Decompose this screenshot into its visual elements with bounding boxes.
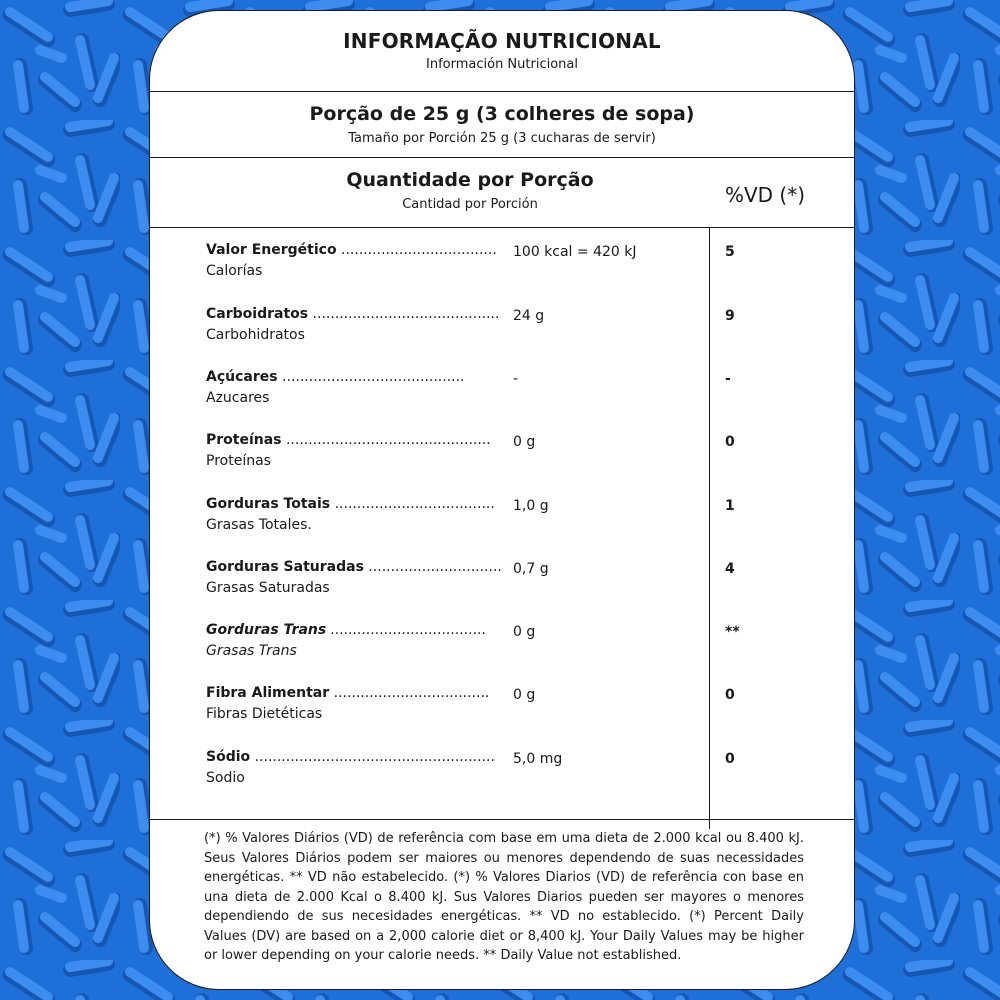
nutrient-row — [206, 432, 826, 482]
nutrition-label-card — [149, 10, 855, 990]
nutrient-translation: Sodio — [206, 770, 245, 786]
nutrient-daily-value: ** — [725, 624, 740, 640]
nutrient-name: Fibra Alimentar — [206, 685, 330, 701]
nutrient-row — [206, 242, 826, 292]
nutrient-translation: Carbohidratos — [206, 327, 305, 343]
nutrient-row — [206, 306, 826, 356]
nutrient-amount: - — [513, 371, 519, 387]
leader-dots: .............................. — [363, 559, 502, 575]
nutrient-row — [206, 559, 826, 609]
divider — [150, 227, 854, 228]
nutrient-daily-value: 5 — [725, 244, 735, 260]
leader-dots: ................................... — [329, 685, 490, 701]
nutrient-row — [206, 496, 826, 546]
nutrient-daily-value: - — [725, 371, 731, 387]
nutrient-daily-value: 4 — [725, 561, 735, 577]
nutrient-amount: 0 g — [513, 687, 536, 703]
nutrient-row — [206, 685, 826, 735]
portion-size: Porção de 25 g (3 colheres de sopa) — [309, 103, 695, 125]
leader-dots: ................................... — [336, 242, 497, 258]
nutrient-daily-value: 0 — [725, 687, 735, 703]
label-title: INFORMAÇÃO NUTRICIONAL — [343, 29, 661, 53]
nutrient-translation: Grasas Totales. — [206, 517, 312, 533]
nutrient-name: Gorduras Totais — [206, 496, 331, 512]
quantity-header-translation: Cantidad por Porción — [402, 197, 538, 212]
nutrient-row — [206, 622, 826, 672]
nutrient-amount: 1,0 g — [513, 498, 549, 514]
nutrient-translation: Calorías — [206, 263, 263, 279]
nutrient-translation: Azucares — [206, 390, 270, 406]
daily-value-header: %VD (*) — [724, 183, 806, 207]
nutrient-name: Carboidratos — [206, 306, 309, 322]
portion-size-translation: Tamaño por Porción 25 g (3 cucharas de servir) — [348, 131, 656, 146]
nutrient-daily-value: 0 — [725, 434, 735, 450]
nutrient-name: Açúcares — [206, 369, 278, 385]
leader-dots: .............................................. — [281, 432, 491, 448]
nutrient-daily-value: 1 — [725, 498, 735, 514]
divider — [150, 91, 854, 92]
label-subtitle: Información Nutricional — [426, 57, 578, 72]
leader-dots: .................................... — [330, 496, 495, 512]
nutrient-daily-value: 0 — [725, 751, 735, 767]
nutrient-amount: 0,7 g — [513, 561, 549, 577]
nutrient-name: Gorduras Saturadas — [206, 559, 364, 575]
nutrient-row — [206, 369, 826, 419]
nutrient-name: Sódio — [206, 749, 251, 765]
nutrient-translation: Grasas Saturadas — [206, 580, 330, 596]
leader-dots: ................................... — [326, 622, 487, 638]
nutrient-name: Gorduras Trans — [206, 622, 327, 638]
leader-dots: ......................................... — [277, 369, 465, 385]
nutrient-amount: 24 g — [513, 308, 545, 324]
nutrient-amount: 5,0 mg — [513, 751, 563, 767]
leader-dots: ...................................................... — [250, 749, 495, 765]
nutrient-daily-value: 9 — [725, 308, 735, 324]
nutrient-name: Valor Energético — [206, 242, 337, 258]
nutrient-name: Proteínas — [206, 432, 282, 448]
divider — [150, 819, 854, 820]
leader-dots: .......................................... — [308, 306, 500, 322]
nutrient-translation: Grasas Trans — [206, 643, 297, 659]
nutrient-row — [206, 749, 826, 799]
nutrient-amount: 0 g — [513, 434, 536, 450]
nutrient-amount: 100 kcal = 420 kJ — [513, 244, 637, 260]
footnote: (*) % Valores Diários (VD) de referência com base em uma dieta de 2.000 kcal ou 8.400 kJ. Seus Valores Diários podem ser maiores ou menores dependendo de suas necessidades energéticas. ** VD não estabelecido. (*) % Valores Diarios (VD) de referência con base en una dieta de 2.000 Kcal o 8.400 kJ. Sus Valores Diarios pueden ser mayores o menores dependiendo de sus necesidades energéticas. ** VD no establecido. (*) Percent Daily Values (DV) are based on a 2,000 calorie diet or 8,400 kJ. Your Daily Values may be higher or lower depending on your calorie needs. ** Daily Value not established. — [204, 831, 804, 963]
nutrient-amount: 0 g — [513, 624, 536, 640]
quantity-header: Quantidade por Porção — [346, 169, 594, 191]
nutrient-translation: Proteínas — [206, 453, 271, 469]
divider — [150, 157, 854, 158]
nutrient-translation: Fibras Dietéticas — [206, 706, 323, 722]
